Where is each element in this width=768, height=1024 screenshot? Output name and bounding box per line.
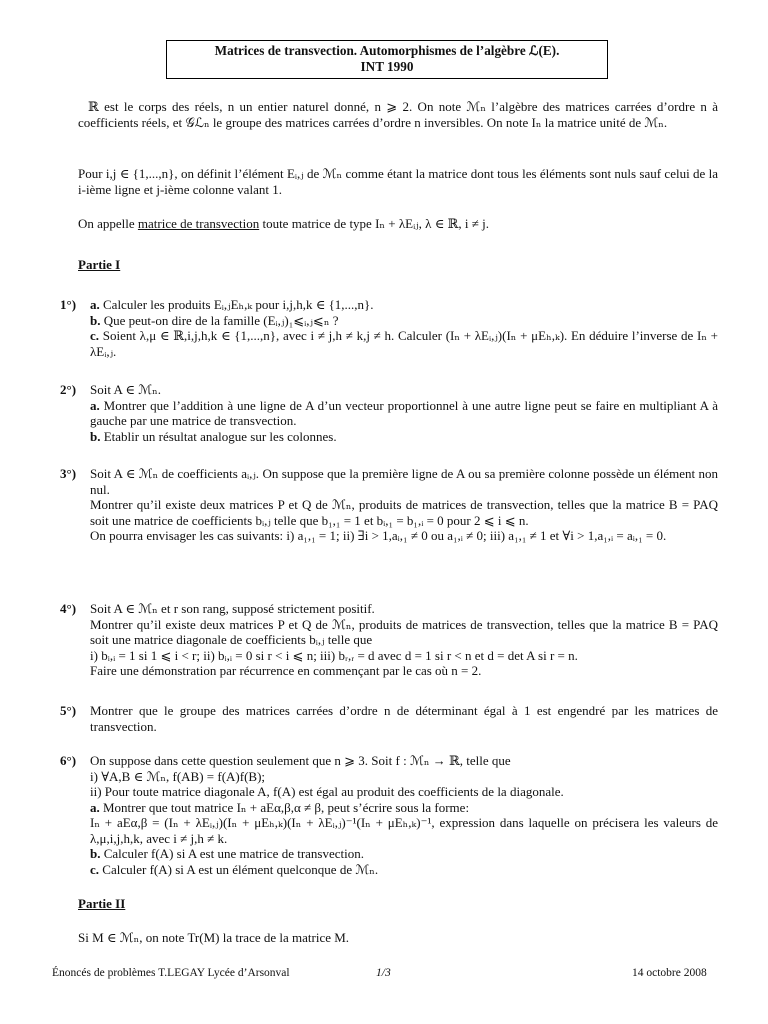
part-2-heading: Partie II: [78, 896, 126, 911]
intro-paragraph-3: [78, 216, 718, 232]
item-label: c.: [90, 328, 100, 343]
question-number: 6°): [60, 753, 77, 768]
title-line-2: INT 1990: [360, 59, 414, 74]
question-number: 4°): [60, 601, 77, 616]
item-label: a.: [90, 799, 100, 815]
footer-date: 14 octobre 2008: [632, 967, 707, 979]
intro-paragraph-2: Pour i,j ∈ {1,...,n}, on définit l’élément Eᵢ,ⱼ de ℳₙ comme étant la matrice dont tous les éléments sont nuls sauf celui de la i-ième ligne et j-ième colonne valant 1.: [78, 166, 718, 197]
transvection-term: matrice de transvection: [137, 216, 260, 231]
part-2-paragraph: Si M ∈ ℳₙ, on note Tr(M) la trace de la matrice M.: [78, 930, 350, 945]
item-text: Soient λ,μ ∈ ℝ,i,j,h,k ∈ {1,...,n}, avec i ≠ j,h ≠ k,j ≠ h. Calculer (Iₙ + λEᵢ,ⱼ)(Iₙ + μEₕ,ₖ). En déduire l’inverse de Iₙ + λEᵢ,ⱼ.: [90, 328, 718, 359]
item-text: Montrer que tout matrice Iₙ + aEα,β,α ≠ β, peut s’écrire sous la forme:: [99, 799, 470, 815]
question-3: [60, 466, 718, 544]
item-label: b.: [90, 312, 101, 328]
item-label: a.: [90, 397, 100, 413]
question-4: [60, 601, 718, 679]
item-text: Iₙ + aEα,β = (Iₙ + λEᵢ,ⱼ)(Iₙ + μEₕ,ₖ)(Iₙ + λEᵢ,ⱼ)⁻¹(Iₙ + μEₕ,ₖ)⁻¹, expression dans laquelle on précisera les valeurs de λ,μ,i,j,h,k, avec i ≠ j,h ≠ k.: [90, 815, 718, 846]
item-text: Montrer que l’addition à une ligne de A d’un vecteur proportionnel à une autre ligne peut se faire en multipliant A à gauche par une matrice de transvection.: [90, 397, 718, 428]
item-text: Que peut-on dire de la famille (Eᵢ,ⱼ)₁⩽ᵢ,ⱼ⩽ₙ ?: [100, 312, 339, 328]
question-6: [60, 753, 718, 877]
intro-p3-before: On appelle: [78, 216, 138, 231]
item-text: On pourra envisager les cas suivants: i) a₁,₁ = 1; ii) ∃i > 1,aᵢ,₁ ≠ 0 ou a₁,ᵢ ≠ 0; iii) a₁,₁ ≠ 1 et ∀i > 1,a₁,ᵢ = aᵢ,₁ = 0.: [90, 528, 667, 543]
item-text: Soit A ∈ ℳₙ de coefficients aᵢ,ⱼ. On suppose que la première ligne de A ou sa première colonne possède un élément non nul.: [90, 466, 718, 497]
question-number: 1°): [60, 297, 77, 312]
footer-left: Énoncés de problèmes T.LEGAY Lycée d’Arsonval: [52, 967, 290, 979]
title-box: [166, 40, 608, 79]
intro-paragraph-1: ℝ est le corps des réels, n un entier naturel donné, n ⩾ 2. On note ℳₙ l’algèbre des matrices carrées d’ordre n à coefficients réels, et 𝒢ℒₙ le groupe des matrices carrées d’ordre n inversibles. On note Iₙ la matrice unité de ℳₙ.: [78, 99, 718, 130]
item-text: Soit A ∈ ℳₙ.: [90, 382, 162, 397]
item-text: Calculer f(A) si A est une matrice de transvection.: [100, 846, 365, 861]
item-text: ii) Pour toute matrice diagonale A, f(A) est égal au produit des coefficients de la diagonale.: [90, 784, 564, 799]
item-text: Montrer qu’il existe deux matrices P et Q de ℳₙ, produits de matrices de transvection, telles que la matrice B = PAQ soit une matrice de coefficients bᵢ,ⱼ telle que b₁,₁ = 1 et bᵢ,₁ = b₁,ᵢ = 0 pour 2 ⩽ i ⩽ n.: [90, 497, 718, 528]
item-label: b.: [90, 846, 101, 861]
item-text: Calculer les produits Eᵢ,ⱼEₕ,ₖ pour i,j,h,k ∈ {1,...,n}.: [99, 297, 374, 312]
item-label: b.: [90, 428, 101, 444]
question-number: 3°): [60, 466, 77, 481]
title-line-1: Matrices de transvection. Automorphismes de l’algèbre ℒ(E).: [214, 43, 560, 58]
question-1: [60, 297, 718, 359]
item-text: Faire une démonstration par récurrence en commençant par le cas où n = 2.: [90, 663, 482, 678]
item-text: i) ∀A,B ∈ ℳₙ, f(AB) = f(A)f(B);: [90, 768, 266, 784]
item-text: On suppose dans cette question seulement que n ⩾ 3. Soit f : ℳₙ → ℝ, telle que: [90, 753, 511, 768]
footer-page-number: 1/3: [376, 967, 391, 979]
item-text: Montrer qu’il existe deux matrices P et Q de ℳₙ, produits de matrices de transvection, telles que la matrice B = PAQ soit une matrice diagonale de coefficients bᵢ,ⱼ telle que: [90, 616, 718, 647]
question-5: [60, 703, 718, 734]
item-label: a.: [90, 297, 100, 312]
item-label: c.: [90, 861, 100, 877]
item-text: Montrer que le groupe des matrices carrées d’ordre n de déterminant égal à 1 est engendré par les matrices de transvection.: [90, 703, 718, 734]
intro-p3-after: toute matrice de type Iₙ + λEᵢⱼ, λ ∈ ℝ, i ≠ j.: [259, 216, 490, 231]
item-text: Soit A ∈ ℳₙ et r son rang, supposé strictement positif.: [90, 601, 375, 616]
question-number: 2°): [60, 382, 77, 397]
item-text: i) bᵢ,ᵢ = 1 si 1 ⩽ i < r; ii) bᵢ,ᵢ = 0 si r < i ⩽ n; iii) bᵣ,ᵣ = d avec d = 1 si r < n et d = det A si r = n.: [90, 647, 578, 663]
question-2: [60, 382, 718, 444]
question-number: 5°): [60, 703, 77, 718]
item-text: Calculer f(A) si A est un élément quelconque de ℳₙ.: [99, 861, 379, 877]
part-1-heading: Partie I: [78, 257, 121, 272]
item-text: Etablir un résultat analogue sur les colonnes.: [100, 428, 337, 444]
